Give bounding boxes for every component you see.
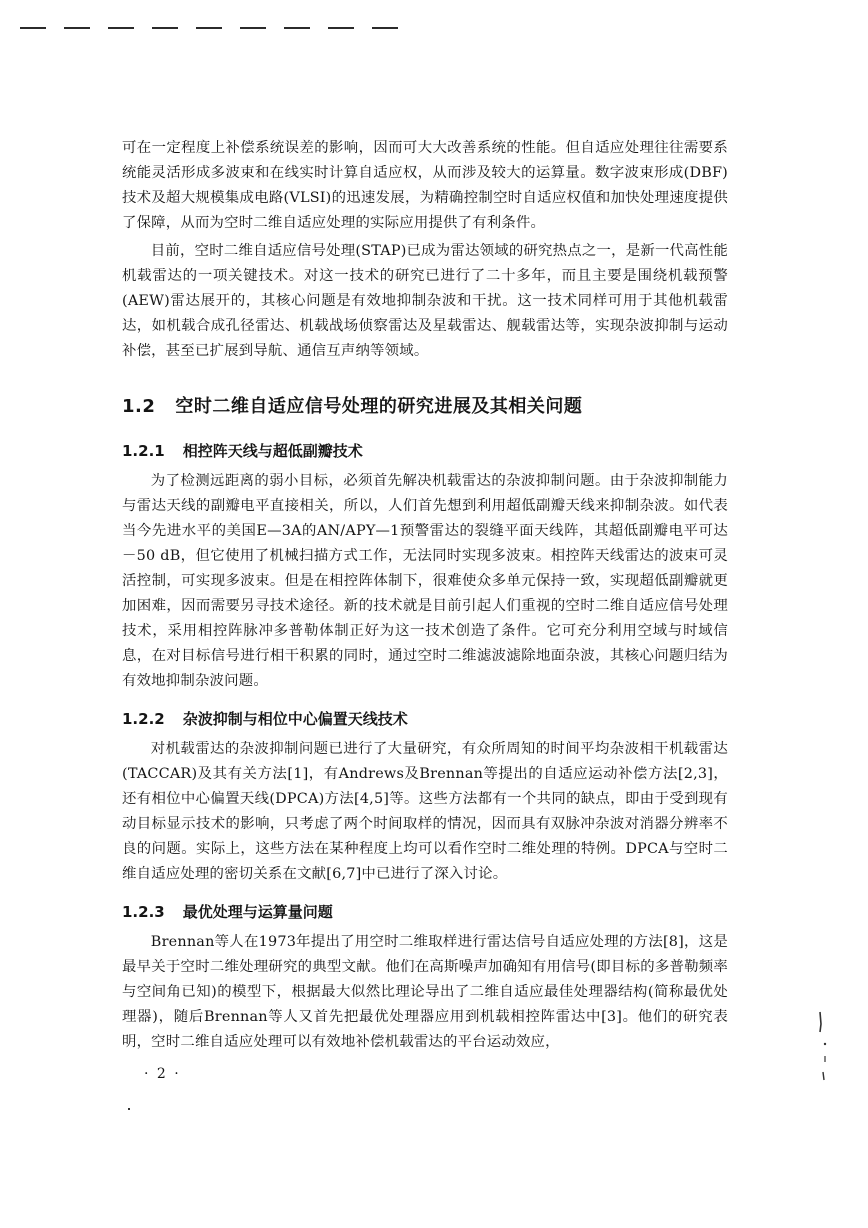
subsection-1-2-1-paragraph: 为了检测远距离的弱小目标，必须首先解决机载雷达的杂波抑制问题。由于杂波抑制能力与雷达天线的副瓣电平直接相关，所以，人们首先想到利用超低副瓣天线来抑制杂波。如代表当今先进水平的美国E—3A的AN/APY—1预警雷达的裂缝平面天线阵，其超低副瓣电平可达－50 dB，但它使用了机械扫描方式工作，无法同时实现多波束。相控阵天线雷达的波束可灵活控制，可实现多波束。但是在相控阵体制下，很难使众多单元保持一致，实现超低副瓣就更加困难，因而需要另寻技术途径。新的技术就是目前引起人们重视的空时二维自适应信号处理技术，采用相控阵脉冲多普勒体制正好为这一技术创造了条件。它可充分利用空域与时域信息，在对目标信号进行相干积累的同时，通过空时二维滤波滤除地面杂波，其核心问题归结为有效地抑制杂波问题。: [122, 473, 728, 689]
page-number: · 2 ·: [144, 1066, 181, 1082]
subsection-number: 1.2.1: [122, 442, 165, 460]
section-heading: [122, 392, 728, 418]
subsection-number: 1.2.2: [122, 710, 165, 728]
subsection-1-2-2-paragraph: 对机载雷达的杂波抑制问题已进行了大量研究，有众所周知的时间平均杂波相干机载雷达(TACCAR)及其有关方法[1]，有Andrews及Brennan等提出的自适应运动补偿方法[2,3]，还有相位中心偏置天线(DPCA)方法[4,5]等。这些方法都有一个共同的缺点，即由于受到现有动目标显示技术的影响，只考虑了两个时间取样的情况，因而具有双脉冲杂波对消器分辨率不良的问题。实际上，这些方法在某种程度上均可以看作空时二维处理的特例。DPCA与空时二维自适应处理的密切关系在文献[6,7]中已进行了深入讨论。: [122, 741, 728, 882]
top-dash-rule: [20, 20, 420, 36]
subsection-title: 最优处理与运算量问题: [182, 903, 333, 921]
subsection-title: 相控阵天线与超低副瓣技术: [182, 442, 363, 460]
section-title: 空时二维自适应信号处理的研究进展及其相关问题: [175, 396, 583, 417]
page-content: [122, 136, 728, 1058]
subsection-heading-1-2-2: [122, 708, 728, 729]
subsection-heading-1-2-3: [122, 901, 728, 922]
subsection-title: 杂波抑制与相位中心偏置天线技术: [182, 710, 408, 728]
subsection-number: 1.2.3: [122, 903, 165, 921]
intro-paragraph-1: 可在一定程度上补偿系统误差的影响，因而可大大改善系统的性能。但自适应处理往往需要系统能灵活形成多波束和在线实时计算自适应权，从而涉及较大的运算量。数字波束形成(DBF)技术及超大规模集成电路(VLSI)的迅速发展，为精确控制空时自适应权值和加快处理速度提供了保障，从而为空时二维自适应处理的实际应用提供了有利条件。: [122, 140, 728, 231]
subsection-1-2-3-paragraph: Brennan等人在1973年提出了用空时二维取样进行雷达信号自适应处理的方法[8]，这是最早关于空时二维处理研究的典型文献。他们在高斯噪声加确知有用信号(即目标的多普勒频率与空间角已知)的模型下，根据最大似然比理论导出了二维自适应最佳处理器结构(简称最优处理器)，随后Brennan等人又首先把最优处理器应用到机载相控阵雷达中[3]。他们的研究表明，空时二维自适应处理可以有效地补偿机载雷达的平台运动效应，: [122, 934, 728, 1050]
subsection-heading-1-2-1: [122, 440, 728, 461]
section-number: 1.2: [122, 396, 156, 417]
margin-scan-marks: [816, 1010, 830, 1090]
intro-paragraph-2: 目前，空时二维自适应信号处理(STAP)已成为雷达领域的研究热点之一，是新一代高性能机载雷达的一项关键技术。对这一技术的研究已进行了二十多年，而且主要是围绕机载预警(AEW)雷达展开的，其核心问题是有效地抑制杂波和干扰。这一技术同样可用于其他机载雷达，如机载合成孔径雷达、机载战场侦察雷达及星载雷达、舰载雷达等，实现杂波抑制与运动补偿，甚至已扩展到导航、通信互声纳等领域。: [122, 243, 728, 359]
scan-speck: [128, 1108, 130, 1110]
